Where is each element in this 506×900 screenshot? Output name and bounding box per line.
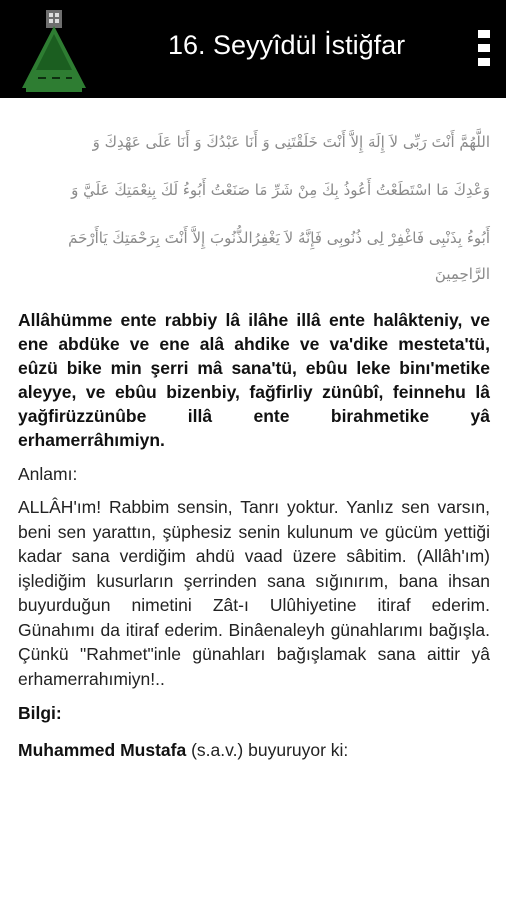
arabic-paragraph: أَبُوءُ بِذَنْبِى فَاغْفِرْ لِى ذُنُوبِى فَإِنَّهُ لاَ يَغْفِرُالذُّنُوبَ إِلاَّ أَنْتَ بِرَحْمَتِكَ يَاأَرْحَمَ الرَّاحِمِينَ — [68, 229, 490, 283]
transliteration-text: Allâhümme ente rabbiy lâ ilâhe illâ ente halâkteniy, ve ene abdüke ve ene alâ ahdike ve va'dike mesteta'tü, eûzü bike min şerri mâ sana'tü, ebûu leke binı'metike aleyye, ve ebûu bizenbiy, fağfirliy zünûbî, feinnehu lâ yağfirüzzünûbe illâ ente birahmetike yâ erhamerrâhımiyn. — [18, 310, 490, 450]
app-bar — [0, 0, 506, 98]
info-heading: Bilgi: — [18, 703, 62, 723]
arabic-paragraph: وَعْدِكَ مَا اسْتَطَعْتُ أَعُوذُ بِكَ مِنْ شَرِّ مَا صَنَعْتُ أَبُوءُ لَكَ بِنِعْمَتِكَ عَلَيَّ وَ — [71, 181, 490, 199]
page-title: 16. Seyyîdül İstiğfar — [168, 30, 406, 60]
app-logo-icon — [16, 8, 92, 94]
overflow-menu-icon[interactable] — [478, 30, 490, 66]
meaning-heading: Anlamı: — [18, 464, 78, 484]
arabic-text — [18, 124, 490, 292]
quote-name: Muhammed Mustafa — [18, 740, 187, 760]
quote-rest: (s.a.v.) buyuruyor ki: — [186, 740, 349, 760]
content-area — [18, 98, 490, 761]
arabic-paragraph: اللَّهُمَّ أَنْتَ رَبِّى لاَ إِلَهَ إِلاَّ أَنْتَ خَلَقْتَنِى وَ أَنَا عَبْدُكَ وَ أَنَا عَلَى عَهْدِكَ وَ — [92, 133, 490, 151]
quote-line — [18, 740, 490, 761]
meaning-text: ALLÂH'ım! Rabbim sensin, Tanrı yoktur. Yanlız sen varsın, beni sen yarattın, şüphesiz senin kulunum ve gücüm yettiği kadar sana verdiğim ahdü vaad üzere sâbitim. (Allâh'ım) işlediğim kusurların şerrinden sana sığınırım, bana ihsan buyurduğun nimetini Zât-ı Ulûhiyetine itiraf ederim. Günahımı da itiraf ederim. Binâenaleyh günahlarımı bağışla. Çünkü "Rahmet"inle günahları bağışlamak sana aittir yâ erhamerrahımiyn!.. — [18, 497, 490, 689]
